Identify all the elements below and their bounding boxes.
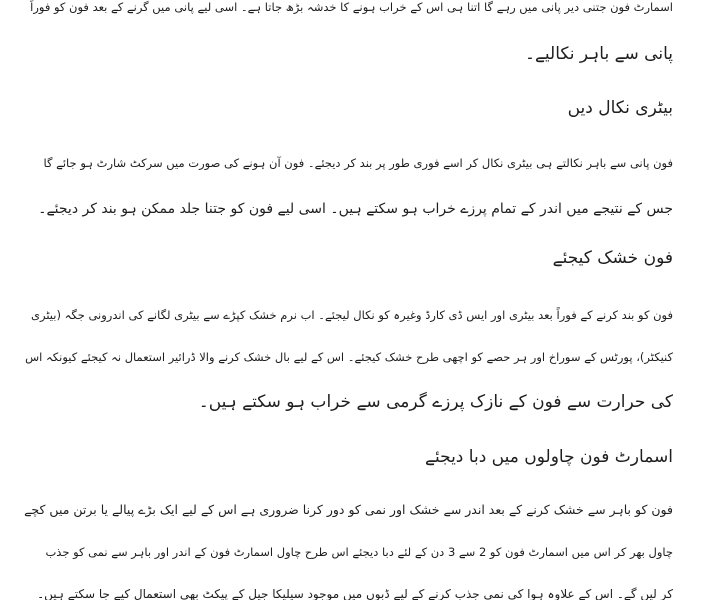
paragraph-2-line-2: جس کے نتیجے میں اندر کے تمام پرزے خراب ہو سکتے ہیں۔ اسی لیے فون کو جتنا جلد ممکن ہو بند کر دیجئے۔	[38, 201, 673, 217]
paragraph-4-line-2: چاول بھر کر اس میں اسمارٹ فون کو 2 سے 3 دن کے لئے دبا دیجئے اس طرح چاول اسمارٹ فون کے اندر اور باہر سے نمی کو جذب	[45, 545, 673, 559]
section-heading-dry-phone	[23, 245, 673, 271]
paragraph-4-line-3: کر لیں گے۔ اس کے علاوہ ہوا کی نمی جذب کرنے کے لیے ڈبوں میں موجود سیلیکا جیل کے پیکٹ بھی استعمال کیے جا سکتے ہیں۔	[37, 587, 673, 600]
paragraph-1-line-1: اسمارٹ فون جتنی دیر پانی میں رہے گا اتنا ہی اس کے خراب ہونے کا خدشہ بڑھ جاتا ہے۔ اسی لیے پانی میں گرنے کے بعد فون کو فوراً	[30, 0, 673, 14]
heading-text: فون خشک کیجئے	[552, 248, 673, 268]
paragraph-3-line-2: کنیکٹر)، پورٹس کے سوراخ اور ہر حصے کو اچھی طرح خشک کیجئے۔ اس کے لیے بال خشک کرنے والا ڈرائیر استعمال نہ کیجئے کیونکہ اس	[25, 350, 673, 364]
paragraph-2-line-1: فون پانی سے باہر نکالتے ہی بیٹری نکال کر اسے فوری طور پر بند کر دیجئے۔ فون آن ہونے کی صورت میں سرکٹ شارٹ ہو جائے گا	[43, 156, 673, 170]
section-heading-rice	[23, 444, 673, 470]
paragraph-1-line-2: پانی سے باہر نکالیے۔	[524, 44, 673, 64]
paragraph-3-line-1: فون کو بند کرنے کے فوراً بعد بیٹری اور ایس ڈی کارڈ وغیرہ کو نکال لیجئے۔ اب نرم خشک کپڑے سے بیٹری لگانے کی اندرونی جگہ (بیٹری	[30, 308, 673, 322]
section-heading-remove-battery	[23, 95, 673, 121]
paragraph-4-line-1: فون کو باہر سے خشک کرنے کے بعد اندر سے خشک اور نمی کو دور کرنا ضروری ہے اس کے لیے ایک بڑے پیالے یا برتن میں کچے	[24, 502, 673, 517]
paragraph-3-line-3: کی حرارت سے فون کے نازک پرزے گرمی سے خراب ہو سکتے ہیں۔	[198, 392, 673, 412]
heading-text: بیٹری نکال دیں	[567, 98, 673, 118]
heading-text: اسمارٹ فون چاولوں میں دبا دیجئے	[425, 447, 673, 467]
